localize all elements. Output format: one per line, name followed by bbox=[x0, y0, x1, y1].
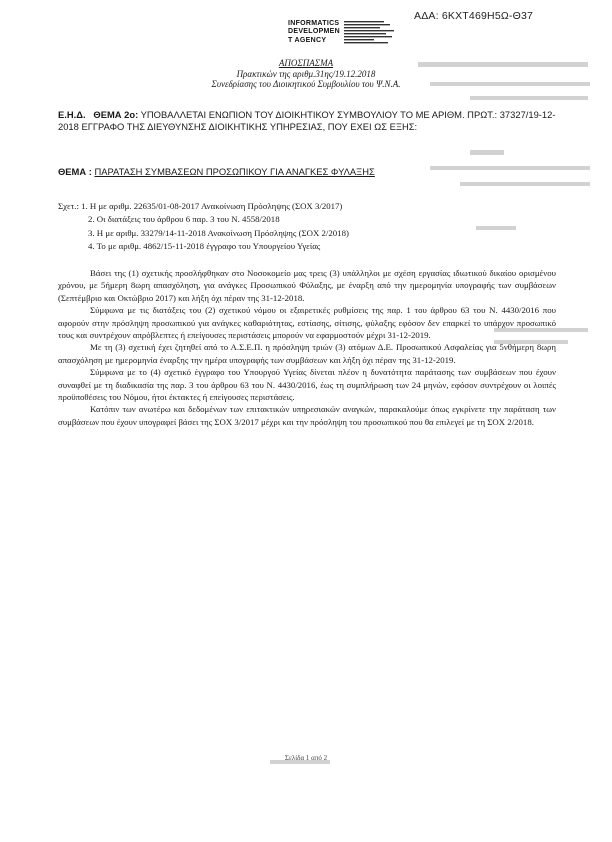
page-number: Σελίδα 1 από 2 bbox=[284, 754, 328, 762]
body-paragraph: Κατόπιν των ανωτέρω και δεδομένων των επιτακτικών υπηρεσιακών αναγκών, παρακαλούμε όπως εγκρίνετε την παράταση των συμβάσεων που έχουν υπογραφεί βάσει της ΣΟΧ 3/2017 μέχρι και την πρόσληψη του προσωπικού που θα επιλεγεί με τη ΣΟΧ 2/2018. bbox=[58, 404, 556, 427]
excerpt-title: ΑΠΟΣΠΑΣΜΑ bbox=[278, 58, 334, 68]
references-label: Σχετ.: bbox=[58, 201, 79, 211]
body-paragraph: Με τη (3) σχετική έχει ζητηθεί από το Α.Σ.Ε.Π. η πρόσληψη τριών (3) ατόμων Δ.Ε. Προσωπικού Ασφαλείας για 5νθήμερη 8ωρη απασχόληση με ημερομηνία έναρξης την ημέρα υπογραφής των συμβάσεων και λήξη όχι πέραν της 31-12-2019. bbox=[58, 342, 556, 365]
body-paragraph: Σύμφωνα με τις διατάξεις του (2) σχετικού νόμου οι εξαιρετικές ρυθμίσεις της παρ. 1 του άρθρου 63 του Ν. 4430/2016 που αφορούν στην πρόσληψη προσωπικού για ανάγκες καθαριότητας, εστίασης, σίτισης, φύλαξης εφόσον δεν επαρκεί το υπάρχον προσωπικό τους και συντρέχουν απρόβλεπτες ή επείγουσες περιστάσεις μπορούν να εφαρμοστούν μέχρι 31-12-2019. bbox=[58, 305, 556, 341]
document-body bbox=[58, 267, 556, 428]
excerpt-minutes: Πρακτικών της αριθμ.31ης/19.12.2018 bbox=[236, 68, 376, 79]
excerpt-meeting: Συνεδρίασης του Διοικητικού Συμβουλίου του Ψ.Ν.Α. bbox=[211, 79, 401, 90]
logo-line-2: DEVELOPMEN bbox=[288, 28, 341, 36]
reference-item: 3. Η με αριθμ. 33279/14-11-2018 Ανακοίνωση Πρόσληψης (ΣΟΧ 2/2018) bbox=[88, 227, 349, 238]
references-list bbox=[58, 200, 349, 253]
reference-item: 1. Η με αριθμ. 22635/01-08-2017 Ανακοίνωση Πρόσληψης (ΣΟΧ 3/2017) bbox=[81, 201, 343, 211]
subject-text: ΠΑΡΑΤΑΣΗ ΣΥΜΒΑΣΕΩΝ ΠΡΟΣΩΠΙΚΟΥ ΓΙΑ ΑΝΑΓΚΕΣ ΦΥΛΑΞΗΣ bbox=[94, 166, 375, 177]
subject-line bbox=[58, 166, 375, 177]
logo-line-3: T AGENCY bbox=[288, 36, 327, 44]
agenda-item bbox=[58, 109, 556, 133]
ehd-label: Ε.Η.Δ. bbox=[58, 109, 86, 120]
thema-number: ΘΕΜΑ 2ο: bbox=[93, 109, 139, 120]
logo-line-1: INFORMATICS bbox=[288, 20, 340, 27]
ada-code: ΑΔΑ: 6ΚΧΤ469Η5Ω-Θ37 bbox=[414, 10, 534, 22]
body-paragraph: Βάσει της (1) σχετικής προσλήφθηκαν στο Νοσοκομείο μας τρεις (3) υπάλληλοι με σχέση εργασίας ιδιωτικού δικαίου ορισμένου χρόνου, με 5ήμερη 8ωρη απασχόληση, για ανάγκες Προσωπικού Φύλαξης, με έναρξη από την ημερομηνία υπογραφής των συμβάσεων (Σεπτέμβριο και Οκτώβριο 2017) και λήξη όχι πέραν της 31-12-2018. bbox=[58, 268, 556, 303]
subject-label: ΘΕΜΑ : bbox=[58, 166, 92, 177]
reference-item: 2. Οι διατάξεις του άρθρου 6 παρ. 3 του Ν. 4558/2018 bbox=[88, 214, 280, 225]
reference-item: 4. Το με αριθμ. 4862/15-11-2018 έγγραφο του Υπουργείου Υγείας bbox=[88, 240, 321, 251]
body-paragraph: Σύμφωνα με το (4) σχετικό έγγραφο του Υπουργού Υγείας δίνεται πλέον η δυνατότητα παράτασης των συμβάσεων που έχουν συναφθεί με τη διαδικασία της παρ. 3 του άρθρου 63 του Ν. 4430/2016, έως τη συμπλήρωση των 24 μηνών, εφόσον συντρέχουν οι λοιπές προϋποθέσεις του Νόμου, ήτοι έκτακτες ή επείγουσες περιστάσεις. bbox=[58, 367, 556, 403]
agenda-text: ΥΠΟΒΑΛΛΕΤΑΙ ΕΝΩΠΙΟΝ ΤΟΥ ΔΙΟΙΚΗΤΙΚΟΥ ΣΥΜΒΟΥΛΙΟΥ ΤΟ ΜΕ ΑΡΙΘΜ. ΠΡΩΤ.: 37327/19-12-2018 ΕΓΓΡΑΦΟ ΤΗΣ ΔΙΕΥΘΥΝΣΗΣ ΔΙΟΙΚΗΤΙΚΗΣ ΥΠΗΡΕΣΙΑΣ, ΠΟΥ ΕΧΕΙ ΩΣ ΕΞΗΣ: bbox=[58, 109, 556, 132]
excerpt-header bbox=[0, 58, 612, 90]
